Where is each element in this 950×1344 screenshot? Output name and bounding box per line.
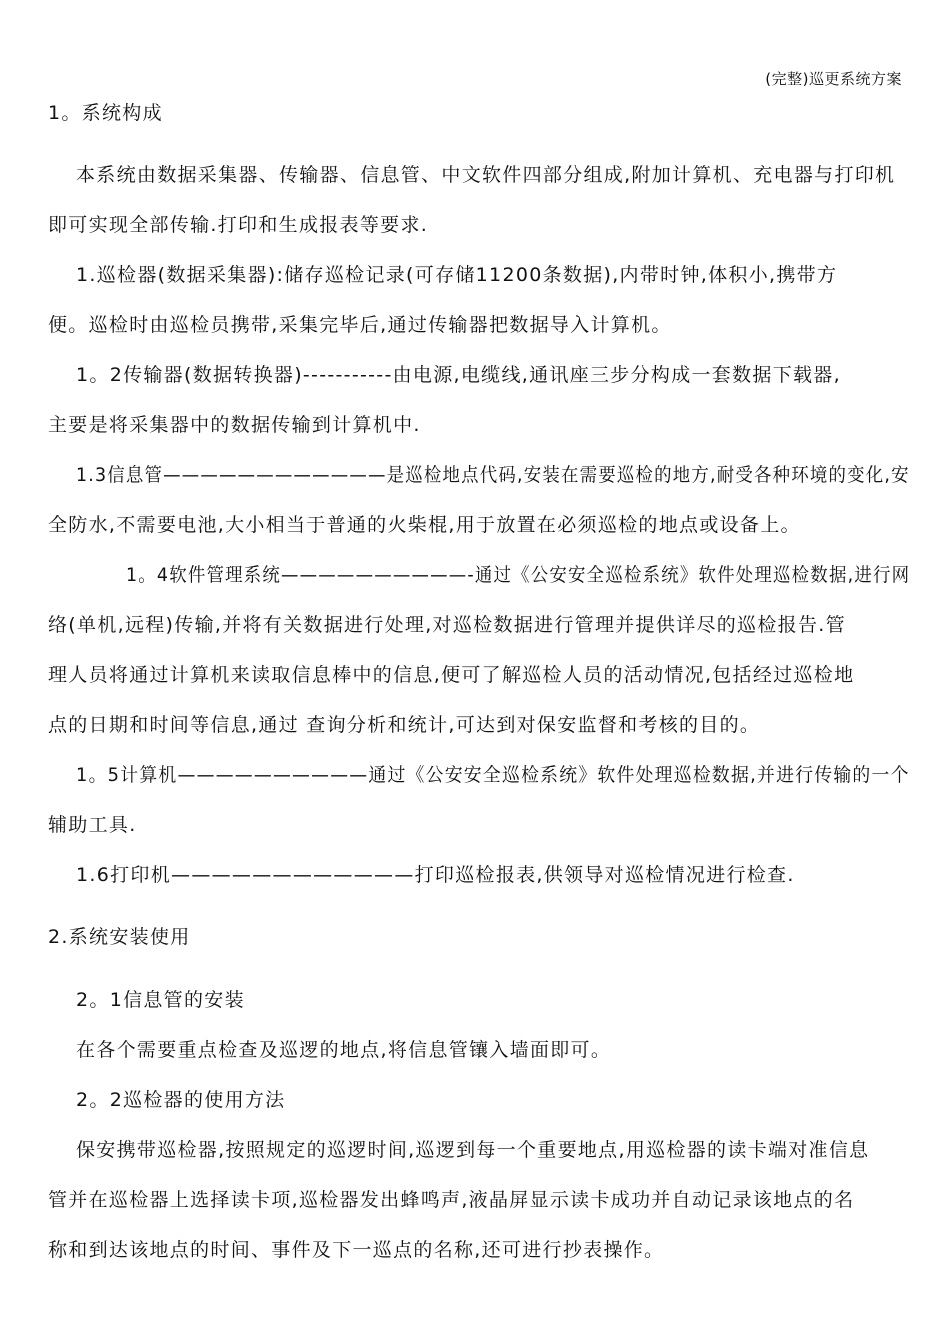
paragraph-line: 1.巡检器(数据采集器):储存巡检记录(可存储11200条数据),内带时钟,体积小,携带方 xyxy=(76,264,838,286)
paragraph-line: 管并在巡检器上选择读卡项,巡检器发出蜂鸣声,液晶屏显示读卡成功并自动记录该地点的名 xyxy=(48,1189,855,1211)
paragraph-line: 络(单机,远程)传输,并将有关数据进行处理,对巡检数据进行管理并提供详尽的巡检报告.管 xyxy=(48,614,846,636)
paragraph-line: 1.3信息管————————————是巡检地点代码,安装在需要巡检的地方,耐受各种环境的变化,安 xyxy=(76,464,910,486)
paragraph-line: 主要是将采集器中的数据传输到计算机中. xyxy=(48,414,421,436)
paragraph-line: 1.6打印机————————————打印巡检报表,供领导对巡检情况进行检查. xyxy=(76,864,795,886)
paragraph-line: 即可实现全部传输.打印和生成报表等要求. xyxy=(48,214,429,236)
paragraph-line: 便。巡检时由巡检员携带,采集完毕后,通过传输器把数据导入计算机。 xyxy=(48,314,672,336)
paragraph-line: 点的日期和时间等信息,通过 查询分析和统计,可达到对保安监督和考核的目的。 xyxy=(48,714,761,736)
paragraph-line: 在各个需要重点检查及巡逻的地点,将信息管镶入墙面即可。 xyxy=(76,1039,612,1061)
paragraph-line: 全防水,不需要电池,大小相当于普通的火柴棍,用于放置在必须巡检的地点或设备上。 xyxy=(48,514,801,536)
subsection-heading: 2。2巡检器的使用方法 xyxy=(76,1089,286,1111)
paragraph-line: 1。4软件管理系统——————————-通过《公安安全巡检系统》软件处理巡检数据,进行网 xyxy=(126,564,911,586)
paragraph-line: 本系统由数据采集器、传输器、信息管、中文软件四部分组成,附加计算机、充电器与打印机 xyxy=(76,164,896,186)
paragraph-line: 1。5计算机——————————通过《公安安全巡检系统》软件处理巡检数据,并进行传输的一个 xyxy=(76,764,910,786)
paragraph-line: 1。2传输器(数据转换器)-----------由电源,电缆线,通讯座三步分构成一套数据下载器, xyxy=(76,364,841,386)
paragraph-line: 理人员将通过计算机来读取信息棒中的信息,便可了解巡检人员的活动情况,包括经过巡检地 xyxy=(48,664,855,686)
paragraph-line: 辅助工具. xyxy=(48,814,137,836)
paragraph-line: 保安携带巡检器,按照规定的巡逻时间,巡逻到每一个重要地点,用巡检器的读卡端对准信息 xyxy=(76,1139,870,1161)
paragraph-line: 称和到达该地点的时间、事件及下一巡点的名称,还可进行抄表操作。 xyxy=(48,1239,665,1261)
section-heading-1: 1。系统构成 xyxy=(48,102,163,124)
subsection-heading: 2。1信息管的安装 xyxy=(76,989,245,1011)
page-header: (完整)巡更系统方案 xyxy=(765,70,902,88)
section-heading-2: 2.系统安装使用 xyxy=(48,926,191,948)
